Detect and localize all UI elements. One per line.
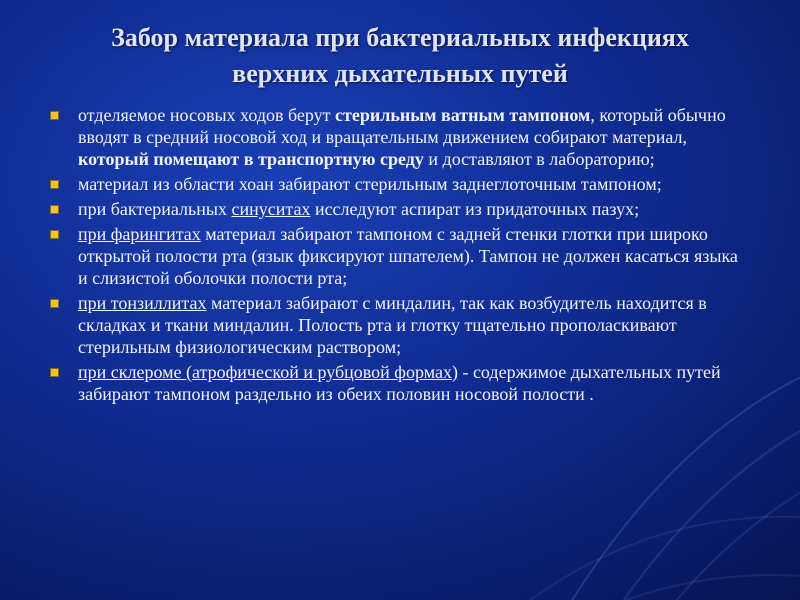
square-bullet-icon bbox=[50, 180, 59, 189]
bullet-text: материал забирают с миндалин, так как возбудитель находится в складках и ткани миндалин. Полость рта и глотку тщательно прополаскивают стерильным физиологическим раствором; bbox=[78, 293, 707, 357]
bullet-text: и доставляют в лабораторию; bbox=[423, 149, 655, 169]
bullet-item-choanae bbox=[50, 173, 750, 195]
bullet-item-pharyngitis bbox=[50, 223, 750, 289]
slide-title-line-1: Забор материала при бактериальных инфекциях bbox=[111, 23, 689, 52]
slide-title-line-2: верхних дыхательных путей bbox=[232, 59, 568, 88]
bullet-text: материал забирают тампоном с задней стенки глотки при широко открытой полости рта (язык фиксируют шпателем). Тампон не должен касаться языка и слизистой оболочки полости рта; bbox=[78, 224, 738, 288]
bullet-text: отделяемое носовых ходов берут bbox=[78, 105, 336, 125]
square-bullet-icon bbox=[50, 111, 59, 120]
bullet-list bbox=[50, 104, 750, 408]
bullet-text: при бактериальных bbox=[78, 199, 232, 219]
bullet-text: , который обычно вводят в средний носовой ход и вращательным движением собирают материал, bbox=[78, 105, 726, 147]
scleroma-link[interactable]: при склероме (атрофической и рубцовой формах) bbox=[78, 362, 458, 382]
square-bullet-icon bbox=[50, 205, 59, 214]
pharyngitis-link[interactable]: при фарингитах bbox=[78, 224, 201, 244]
bullet-text: исследуют аспират из придаточных пазух; bbox=[310, 199, 640, 219]
slide-title bbox=[40, 20, 760, 92]
bullet-item-nasal bbox=[50, 104, 750, 170]
square-bullet-icon bbox=[50, 368, 59, 377]
bullet-item-sinusitis bbox=[50, 198, 750, 220]
square-bullet-icon bbox=[50, 299, 59, 308]
bullet-text: - содержимое дыхательных путей забирают тампоном раздельно из обеих половин носовой полости . bbox=[78, 362, 721, 404]
bullet-item-scleroma bbox=[50, 361, 750, 405]
bullet-item-tonsillitis bbox=[50, 292, 750, 358]
square-bullet-icon bbox=[50, 230, 59, 239]
bullet-text-bold: стерильным ватным тампоном bbox=[335, 105, 591, 125]
bullet-text: материал из области хоан забирают стерильным заднеглоточным тампоном; bbox=[78, 174, 662, 194]
sinusitis-link[interactable]: синуситах bbox=[231, 199, 311, 219]
tonsillitis-link[interactable]: при тонзиллитах bbox=[78, 293, 207, 313]
bullet-text-bold: который помещают в транспортную среду bbox=[78, 149, 424, 169]
